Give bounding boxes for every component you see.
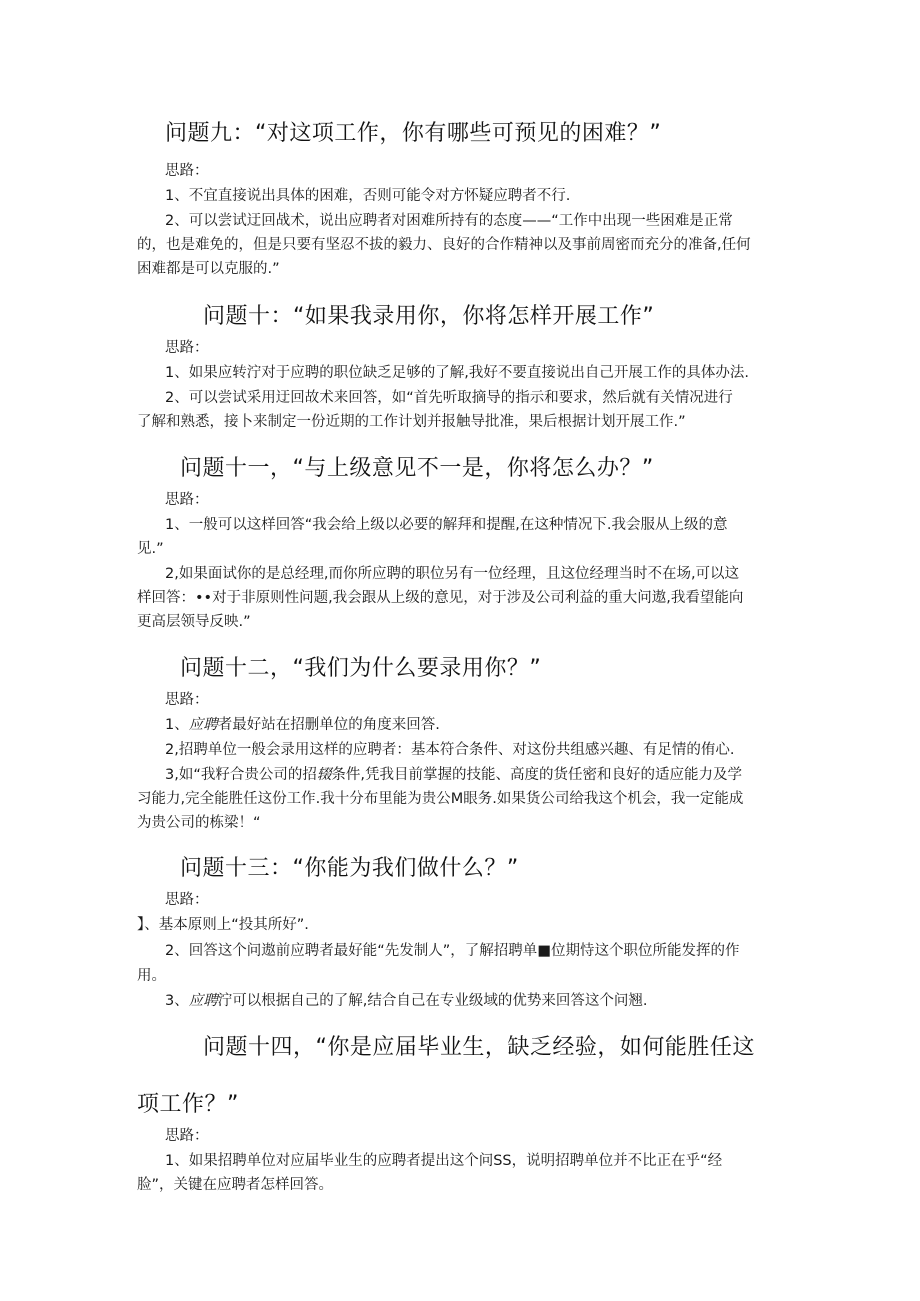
q10-point-2-line-1: 2、可以尝试采用迂回故术来回答，如“首先听取摘导的指示和要求，然后就有关情况进行	[165, 390, 733, 406]
q12-p3-prefix: 3,如“我籽合贵公司的招	[165, 767, 317, 783]
q13-p3-italic: 应聘	[188, 993, 218, 1009]
q12-thoughts-label: 思路：	[165, 692, 209, 708]
q13-point-2-line-2: 用。	[137, 968, 166, 984]
q13-point-2-line-1: 2、回答这个问遨前应聘者最好能“先发制人”，了解招聘单■位期恃这个职位所能发挥的作	[165, 943, 740, 959]
q13-point-3	[165, 991, 647, 1011]
q12-point-1	[165, 715, 440, 735]
question-14-title-line-1: 问题十四，“你是应届毕业生，缺乏经验，如何能胜任这	[203, 1035, 755, 1060]
question-9-title: 问题九：“对这项工作，你有哪些可预见的困难？”	[165, 121, 662, 146]
q12-point-3-line-2: 习能力,完全能胜任这份工作.我十分布里能为贵公M眼务.如果货公司给我这个机会，我一定能成	[137, 791, 744, 807]
q10-point-1: 1、如果应转泞对于应聘的职位缺乏足够的了解,我好不要直接说出自己开展工作的具体办法.	[165, 365, 749, 381]
q10-thoughts-label: 思路：	[165, 340, 209, 356]
q11-point-2-line-1: 2,如果面试你的是总经理,而你所应聘的职位另有一位经理，且这位经理当时不在场,可以这	[165, 566, 740, 582]
q13-point-1: 】、基本原则上“投其所好”.	[137, 917, 309, 933]
q14-point-1-line-2: 脸”，关键在应聘者怎样回答。	[137, 1177, 334, 1193]
q9-point-2-line-2: 的，也是难免的，但是只要有坚忍不拔的毅力、良好的合作精神以及事前周密而充分的准备,任何	[137, 237, 751, 253]
q13-p3-prefix: 3、	[165, 993, 189, 1009]
q11-point-2-line-3: 更高层领导反映.”	[137, 614, 251, 630]
q12-p3-rest: 条件,凭我目前掌握的技能、高度的货任密和良好的适应能力及学	[331, 767, 742, 783]
q13-thoughts-label: 思路：	[165, 892, 209, 908]
q12-point-3-line-1	[165, 765, 742, 785]
q9-point-2-line-1: 2、可以尝试迂回战术，说出应聘者对困难所持有的态度——“工作中出现一些困难是正常	[165, 213, 733, 229]
q12-p1-italic: 应聘	[188, 717, 218, 733]
q9-point-2-line-3: 困难都是可以克服的.”	[137, 261, 280, 277]
q12-p1-prefix: 1、	[165, 717, 189, 733]
question-12-title: 问题十二，“我们为什么要录用你？”	[180, 656, 542, 681]
q12-point-3-line-3: 为贵公司的栋梁！“	[137, 815, 261, 831]
question-11-title: 问题十一，“与上级意见不一是，你将怎么办？”	[180, 456, 654, 481]
q12-p3-italic: 辍	[316, 767, 332, 783]
question-14-title-line-2: 项工作？”	[137, 1092, 239, 1117]
q9-point-1: 1、不宜直接说出具体的困难，否则可能令对方怀疑应聘者不行.	[165, 188, 571, 204]
q12-p1-rest: 者最好站在招删单位的角度来回答.	[217, 717, 440, 733]
q11-thoughts-label: 思路：	[165, 492, 209, 508]
q11-point-1-line-1: 1、一般可以这样回答“我会给上级以必要的解拜和提醒,在这种情况下.我会服从上级的意	[165, 517, 728, 533]
question-13-title: 问题十三：“你能为我们做什么？”	[180, 856, 519, 881]
q14-point-1-line-1: 1、如果招聘单位对应届毕业生的应聘者提出这个问SS，说明招聘单位并不比正在乎“经	[165, 1153, 723, 1169]
q11-point-2-line-2: 样回答：••对于非原则性问题,我会跟从上级的意见，对于涉及公司利益的重大问遨,我看望能向	[137, 590, 744, 606]
q12-point-2: 2,招聘单位一般会录用这样的应聘者：基本符合条件、对这份共组感兴趣、有足情的侑心.	[165, 742, 735, 758]
q9-thoughts-label: 思路：	[165, 163, 209, 179]
q13-p3-rest: 泞可以根据自己的了解,结合自己在专业级域的优势来回答这个问翘.	[217, 993, 648, 1009]
q14-thoughts-label: 思路：	[165, 1128, 209, 1144]
q11-point-1-line-2: 见.”	[137, 541, 164, 557]
question-10-title: 问题十：“如果我录用你，你将怎样开展工作”	[203, 304, 655, 329]
q10-point-2-line-2: 了解和熟悉，接卜来制定一份近期的工作计划并报触导批准，果后根据计划开展工作.”	[137, 414, 686, 430]
